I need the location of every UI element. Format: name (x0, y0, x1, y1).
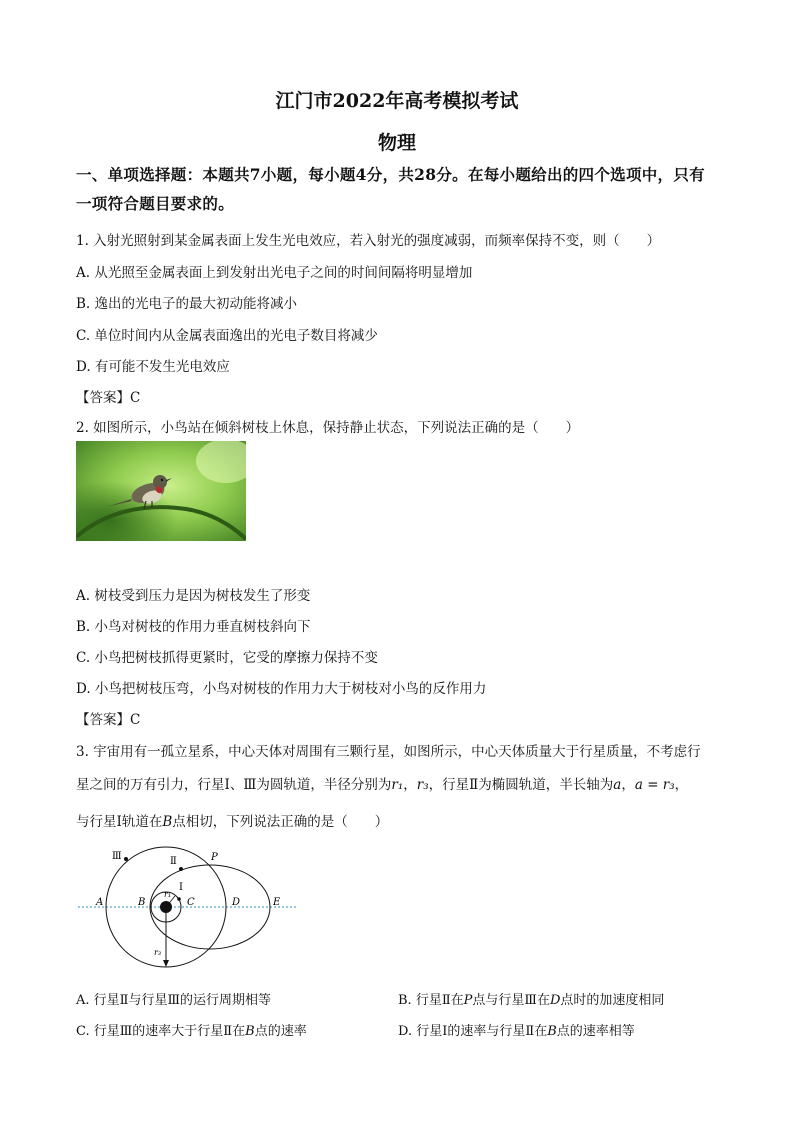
label-r3: r₃ (154, 948, 162, 957)
q1-option-a: A. 从光照至金属表面上到发射出光电子之间的时间间隔将明显增加 (76, 265, 473, 281)
q3-sep: ， (403, 777, 417, 793)
exam-title: 江门市2022年高考模拟考试 (275, 90, 519, 112)
q3-option-c-text1: C. 行星Ⅲ的速率大于行星Ⅱ在 (76, 1024, 246, 1039)
label-c: C (187, 897, 195, 908)
label-d: D (232, 897, 241, 908)
section-heading-line1: 一、单项选择题：本题共7小题，每小题4分，共28分。在每小题给出的四个选项中，只有 (76, 165, 705, 184)
q2-option-b: B. 小鸟对树枝的作用力垂直树枝斜向下 (76, 619, 311, 635)
q1-answer: 【答案】C (76, 390, 141, 406)
label-i: Ⅰ (179, 882, 183, 893)
q2-stem: 2. 如图所示，小鸟站在倾斜树枝上休息，保持静止状态，下列说法正确的是（ ） (76, 420, 580, 436)
q2-option-a: A. 树枝受到压力是因为树枝发生了形变 (76, 588, 311, 604)
q3-text-d: 点相切，下列说法正确的是（ ） (172, 814, 389, 830)
q3-sym-a: a (613, 777, 622, 793)
section-heading (76, 160, 736, 218)
q3-option-b-d: D (549, 993, 561, 1008)
q1-stem: 1. 入射光照射到某金属表面上发生光电效应，若入射光的强度减弱，而频率保持不变，则（ ） (76, 233, 661, 249)
q3-option-c (76, 1020, 307, 1039)
label-e: E (273, 897, 281, 908)
label-a: A (96, 897, 104, 908)
label-r1: r₁ (164, 890, 172, 899)
label-iii: Ⅲ (112, 851, 122, 862)
q3-stem-line1: 3. 宇宙用有一孤立星系，中心天体对周围有三颗行星，如图所示，中心天体质量大于行星质量，不考虑行 (76, 744, 701, 760)
q2-option-c: C. 小鸟把树枝抓得更紧时，它受的摩擦力保持不变 (76, 650, 378, 666)
q3-text-a: 星之间的万有引力，行星Ⅰ、Ⅲ为圆轨道，半径分别为 (76, 777, 392, 793)
q3-text-b: ，行星Ⅱ为椭圆轨道，半长轴为 (428, 777, 614, 793)
planet-ii-dot (179, 867, 183, 871)
bird-on-branch-photo (76, 441, 246, 541)
q2-option-d: D. 小鸟把树枝压弯，小鸟对树枝的作用力大于树枝对小鸟的反作用力 (76, 681, 487, 697)
label-ii: Ⅱ (170, 856, 177, 867)
q3-sym-r1: r₁ (391, 777, 404, 793)
q3-sym-b: B (162, 814, 173, 830)
q3-sym-eq: a = r₃ (634, 777, 675, 793)
q1-option-b: B. 逸出的光电子的最大初动能将减小 (76, 296, 298, 312)
q3-option-b-text1: B. 行星Ⅱ在 (398, 993, 464, 1008)
q1-option-d: D. 有可能不发生光电效应 (76, 359, 230, 375)
q3-option-d (398, 1020, 635, 1039)
planet-iii-dot (124, 857, 128, 861)
q3-option-b (398, 989, 664, 1008)
q3-stem-line3 (76, 810, 388, 830)
bird-photo-graphic (76, 441, 246, 541)
q3-option-d-text2: 点的速率相等 (556, 1024, 635, 1039)
q1-option-c: C. 单位时间内从金属表面逸出的光电子数目将减少 (76, 328, 378, 344)
q3-option-c-text2: 点的速率 (254, 1024, 307, 1039)
q3-option-b-p: P (463, 993, 473, 1008)
q3-text-c: 与行星Ⅰ轨道在 (76, 814, 163, 830)
subject-title: 物理 (377, 132, 416, 154)
label-b: B (138, 897, 146, 908)
planet-i-dot (177, 897, 181, 901)
q2-answer: 【答案】C (76, 712, 141, 728)
q3-option-a: A. 行星Ⅱ与行星Ⅲ的运行周期相等 (76, 993, 272, 1008)
orbit-diagram (76, 843, 301, 973)
q3-stem-line2 (76, 773, 688, 793)
q3-option-d-b: B (547, 1024, 557, 1039)
q3-option-b-text3: 点时的加速度相同 (560, 993, 665, 1008)
orbit-diagram-graphic (76, 843, 301, 973)
q3-sep2: ， (621, 777, 635, 793)
section-heading-line2: 一项符合题目要求的。 (76, 194, 235, 213)
q3-option-c-b: B (245, 1024, 255, 1039)
q3-option-d-text1: D. 行星Ⅰ的速率与行星Ⅱ在 (398, 1024, 548, 1039)
q3-sym-r3: r₃ (416, 777, 429, 793)
label-p: P (211, 852, 218, 863)
q3-sep3: ， (674, 777, 689, 793)
q3-option-b-text2: 点与行星Ⅲ在 (472, 993, 550, 1008)
